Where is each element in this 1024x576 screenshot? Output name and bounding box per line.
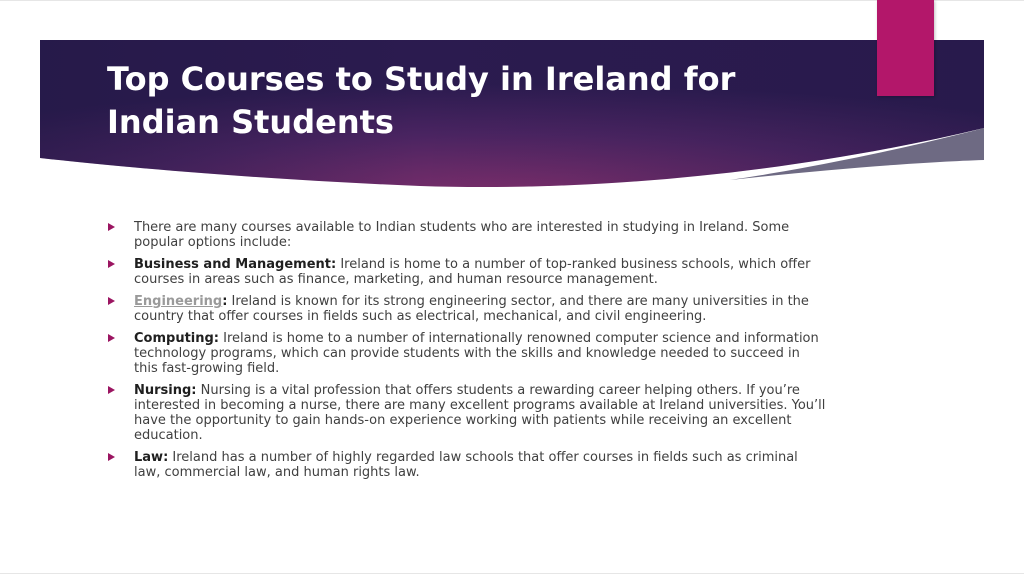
bullet-text: Ireland is home to a number of top-ranked business schools, which offer courses in areas such as finance, marketing, and human resource management. [134,257,811,287]
arrow-bullet-icon [108,386,115,394]
bullet-term: Computing: [134,331,220,346]
bullet-intro [106,220,826,250]
slide-title: Top Courses to Study in Ireland for Indian Students [107,60,736,141]
bullet-text: There are many courses available to Indian students who are interested in studying in Ireland. Some popular options include: [134,220,790,250]
bullet-term: Nursing: [134,383,197,398]
bullet-list [106,220,826,487]
accent-tab [877,0,934,96]
bullet-text: Ireland is home to a number of internationally renowned computer science and information technology programs, which can provide students with the skills and knowledge needed to succeed in this fast-growing field. [134,331,819,376]
slide-bottom-border [0,573,1024,574]
bullet-law [106,450,826,480]
bullet-text: Ireland has a number of highly regarded law schools that offer courses in fields such as criminal law, commercial law, and human rights law. [134,450,798,480]
bullet-term-separator: : [222,294,228,309]
engineering-link[interactable]: Engineering [134,294,223,309]
bullet-nursing [106,383,826,443]
bullet-computing [106,331,826,376]
arrow-bullet-icon [108,453,115,461]
bullet-business [106,257,826,287]
arrow-bullet-icon [108,260,115,268]
arrow-bullet-icon [108,223,115,231]
arrow-bullet-icon [108,297,115,305]
bullet-term: Business and Management: [134,257,337,272]
bullet-text: Nursing is a vital profession that offers students a rewarding career helping others. If you’re interested in becoming a nurse, there are many excellent programs available at Ireland universities. You’ll have the opportunity to gain hands-on experience working with patients while receiving an excellent education. [134,383,826,443]
slide-top-border [0,0,1024,1]
bullet-engineering [106,294,826,324]
bullet-term: Law: [134,450,169,465]
bullet-text: Ireland is known for its strong engineering sector, and there are many universities in the country that offer courses in fields such as electrical, mechanical, and civil engineering. [134,294,809,324]
arrow-bullet-icon [108,334,115,342]
